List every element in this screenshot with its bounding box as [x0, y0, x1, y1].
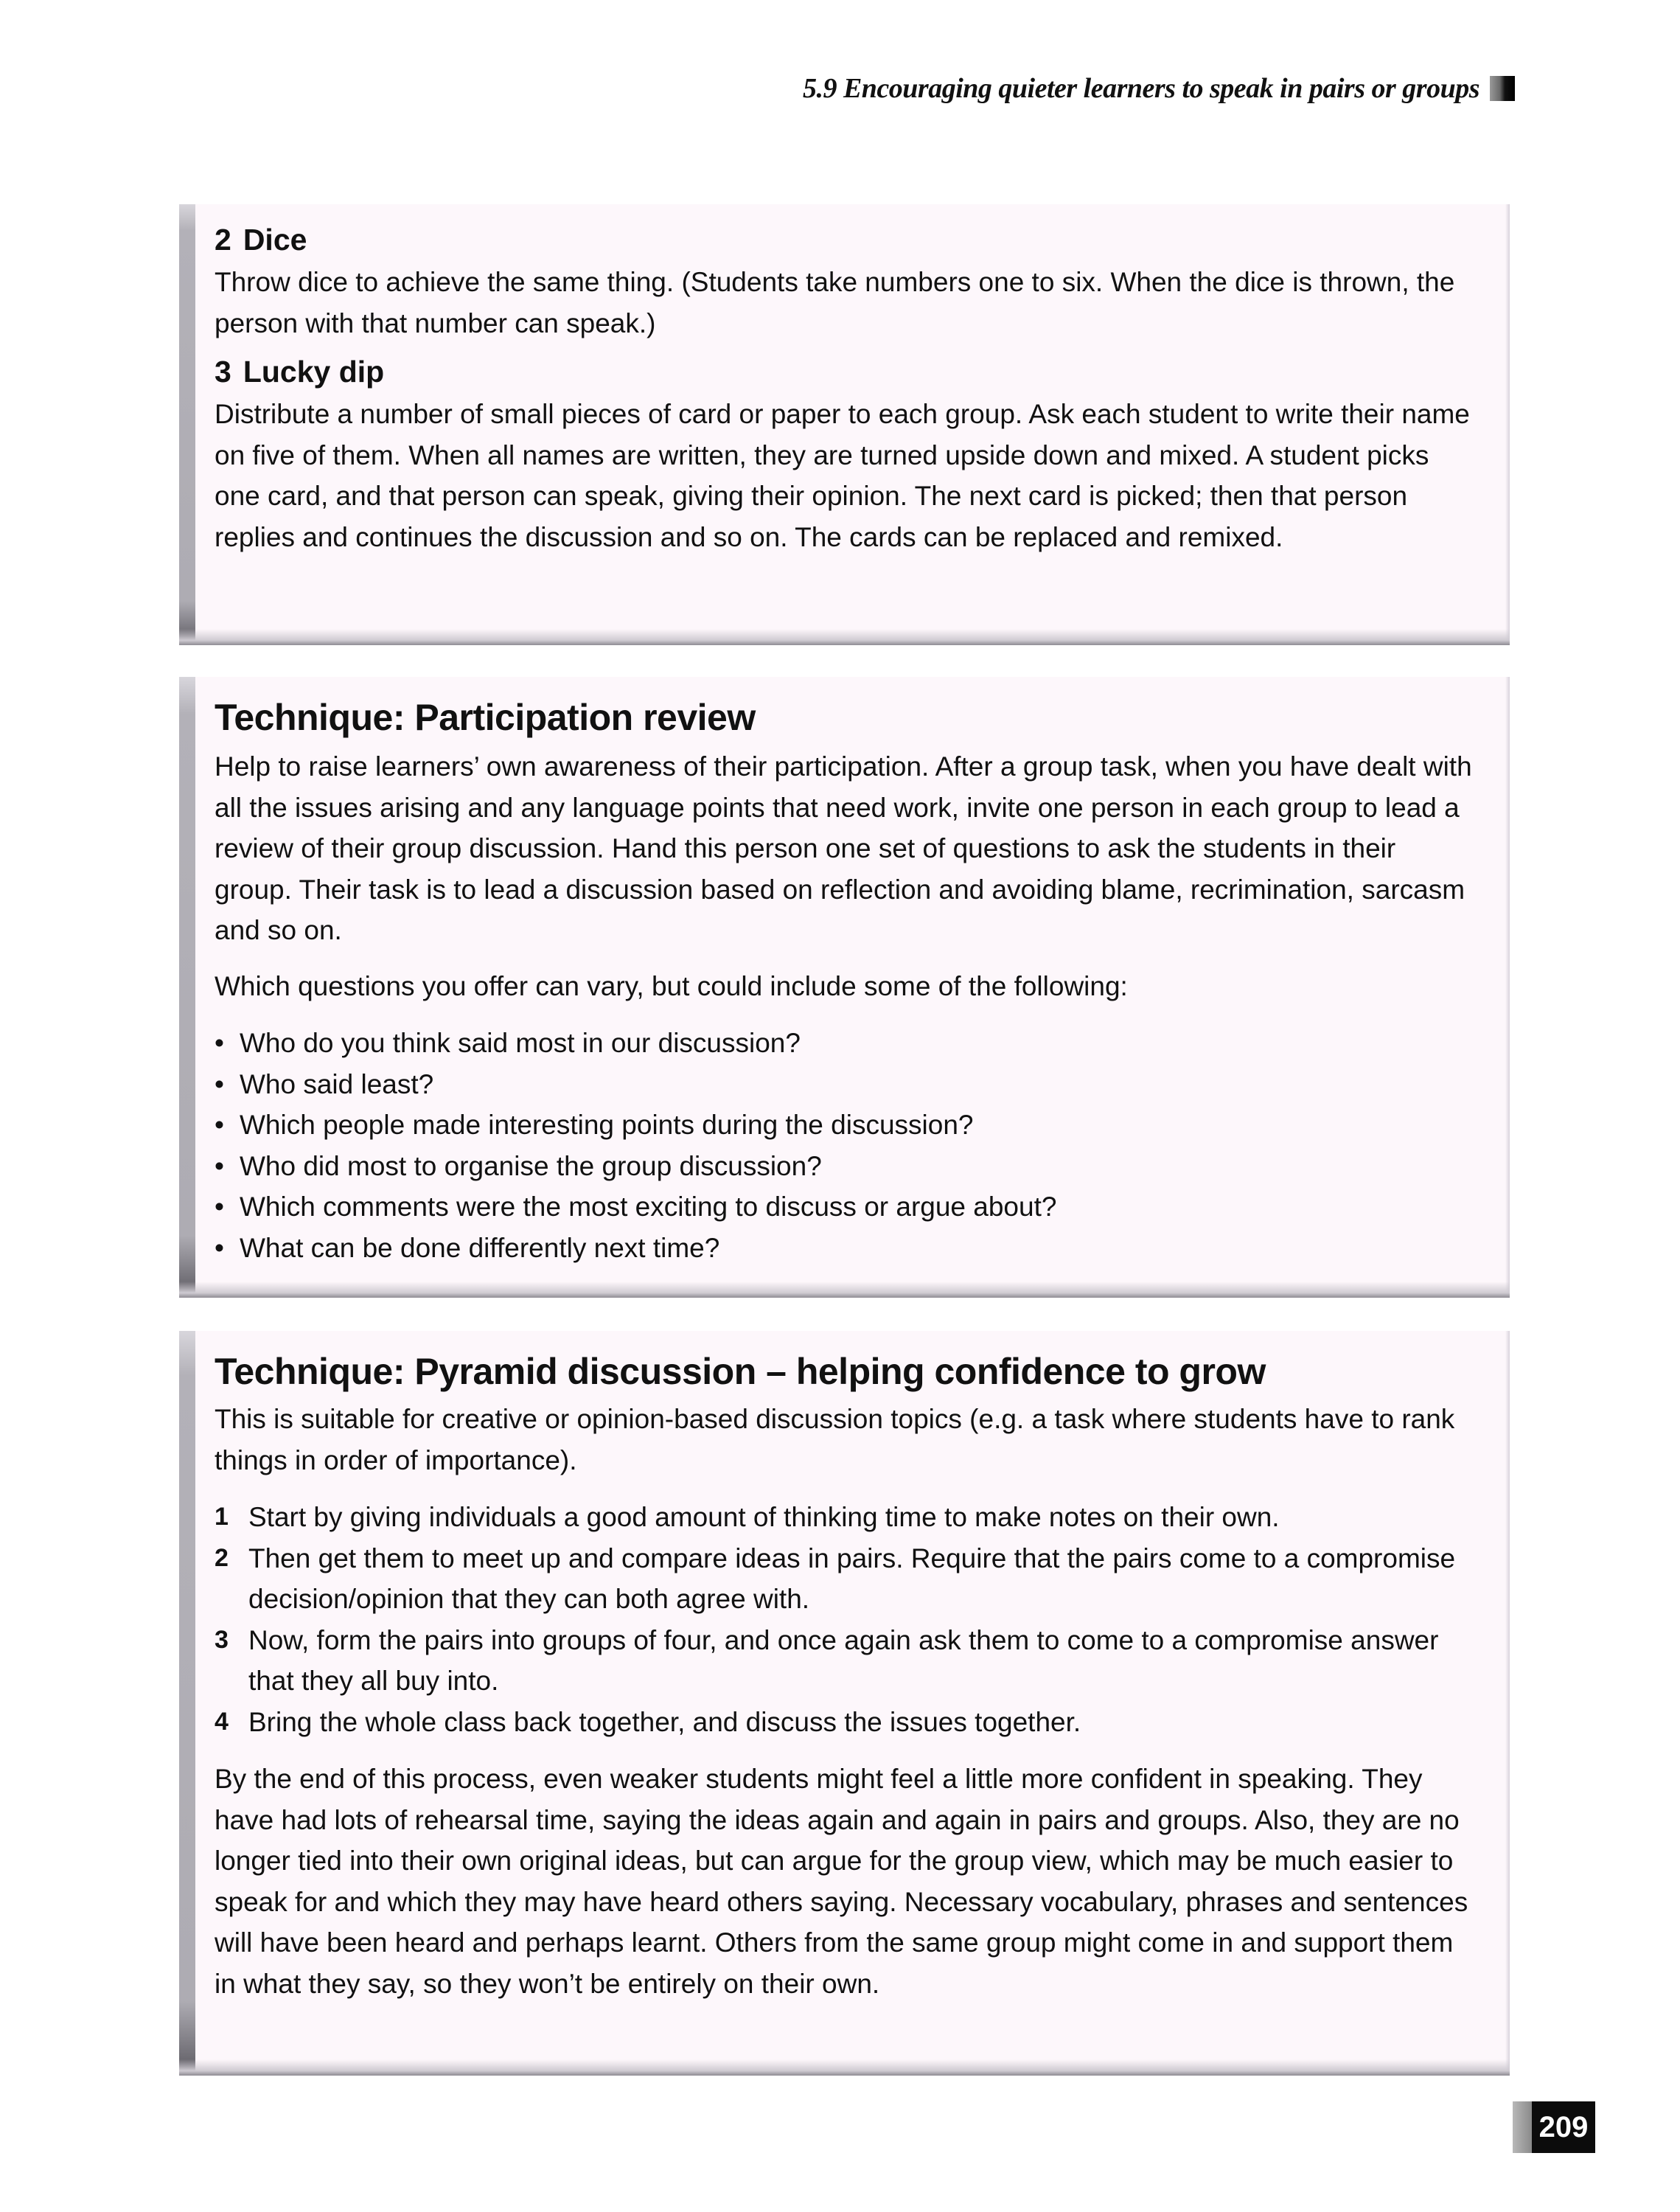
list-item: [215, 1146, 1480, 1187]
subheading-lucky-dip: [215, 354, 1480, 389]
list-item: [215, 1186, 1480, 1228]
step-text: Bring the whole class back together, and discuss the issues together.: [248, 1706, 1081, 1737]
technique-heading: Technique: Pyramid discussion – helping confidence to grow: [215, 1351, 1266, 1392]
bullet-icon: •: [215, 1232, 224, 1263]
lucky-dip-text: Distribute a number of small pieces of card or paper to each group. Ask each student to write their name on five of them. When all names are written, they are turned upside down and mixed. A student picks one card, and that person can speak, giving their opinion. The next card is picked; then that person replies and continues the discussion and so on. The cards can be replaced and remixed.: [215, 399, 1470, 552]
bullet-icon: •: [215, 1110, 224, 1140]
step-number: 2: [215, 1543, 229, 1572]
list-item: [215, 1620, 1480, 1702]
dice-text: Throw dice to achieve the same thing. (Students take numbers one to six. When the dice is thrown, the person with that number can speak.): [215, 267, 1455, 338]
step-text: Then get them to meet up and compare ideas in pairs. Require that the pairs come to a compromise decision/opinion that they can both agree with.: [248, 1543, 1456, 1614]
list-item: [215, 1105, 1480, 1146]
list-item: [215, 1228, 1480, 1269]
step-number: 3: [215, 1625, 229, 1654]
step-text: Start by giving individuals a good amount of thinking time to make notes on their own.: [248, 1502, 1280, 1532]
question-text: Who did most to organise the group discussion?: [240, 1150, 822, 1181]
subheading-dice: [215, 222, 1480, 257]
bullet-icon: •: [215, 1028, 224, 1058]
technique-heading: Technique: Participation review: [215, 697, 756, 738]
bullet-icon: •: [215, 1068, 224, 1099]
item-number: 3: [215, 355, 231, 389]
questions-lead-in: Which questions you offer can vary, but could include some of the following:: [215, 970, 1128, 1001]
item-number: 2: [215, 223, 231, 257]
technique-intro: Help to raise learners’ own awareness of their participation. After a group task, when you have dealt with all the issues arising and any language points that need work, invite one person in each group to lead a review of their group discussion. Hand this person one set of questions to ask the students in their group. Their task is to lead a discussion based on reflection and avoiding blame, recrimination, sarcasm and so on.: [215, 751, 1472, 945]
list-item: [215, 1497, 1480, 1538]
technique-conclusion: By the end of this process, even weaker students might feel a little more confident in speaking. They have had lots of rehearsal time, saying the ideas again and again in pairs and groups. Also, they are no longer tied into their own original ideas, but can argue for the group view, which may be much easier to speak for and which they may have heard others saying. Necessary vocabulary, phrases and sentences will have been heard and perhaps learnt. Others from the same group might come in and support them in what they say, so they won’t be entirely on their own.: [215, 1764, 1468, 1999]
item-title: Dice: [243, 223, 307, 257]
box-participation-review: [179, 677, 1510, 1298]
item-title: Lucky dip: [243, 355, 385, 389]
list-item: [215, 1538, 1480, 1620]
running-head: [803, 72, 1515, 105]
step-text: Now, form the pairs into groups of four, and once again ask them to come to a compromise answer that they all buy into.: [248, 1624, 1439, 1696]
page-number-tab-edge: [1513, 2101, 1532, 2153]
step-list: [215, 1497, 1480, 1742]
step-number: 1: [215, 1503, 229, 1531]
black-square-icon: [1490, 76, 1515, 101]
bullet-icon: •: [215, 1192, 224, 1222]
list-item: [215, 1064, 1480, 1105]
question-text: Which comments were the most exciting to discuss or argue about?: [240, 1192, 1057, 1222]
question-list: [215, 1023, 1480, 1268]
box-pyramid-discussion: [179, 1331, 1510, 2076]
box-selection-methods: [179, 204, 1510, 645]
list-item: [215, 1023, 1480, 1064]
question-text: Who said least?: [240, 1068, 434, 1099]
question-text: Who do you think said most in our discussion?: [240, 1028, 801, 1058]
technique-intro: This is suitable for creative or opinion-based discussion topics (e.g. a task where students have to rank things in order of importance).: [215, 1404, 1455, 1475]
page-number-tab: [1513, 2101, 1595, 2153]
question-text: What can be done differently next time?: [240, 1232, 720, 1263]
step-number: 4: [215, 1707, 229, 1736]
list-item: [215, 1702, 1480, 1743]
question-text: Which people made interesting points during the discussion?: [240, 1110, 974, 1140]
running-head-title: 5.9 Encouraging quieter learners to speak in pairs or groups: [802, 73, 1479, 104]
bullet-icon: •: [215, 1150, 224, 1181]
page-number: 209: [1532, 2101, 1595, 2153]
